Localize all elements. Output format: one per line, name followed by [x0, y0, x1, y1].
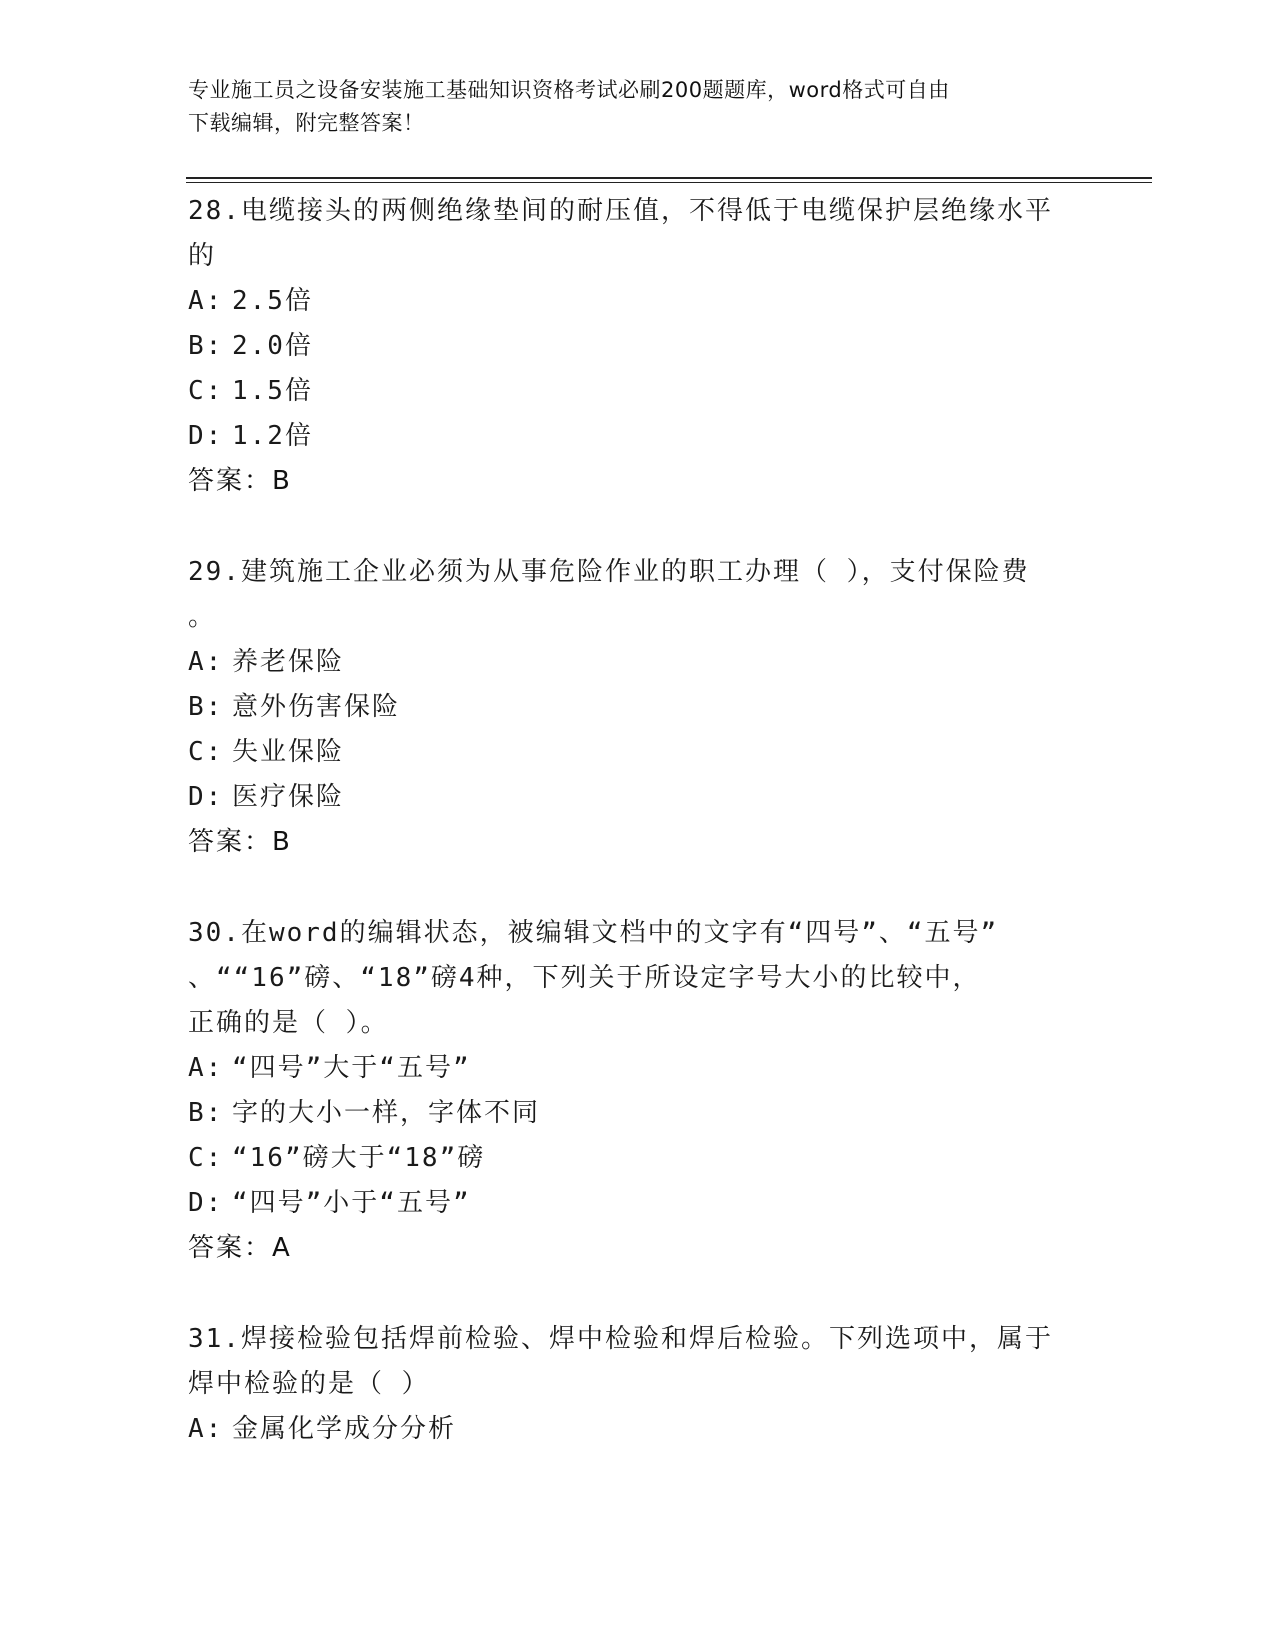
- option-c: [188, 1136, 1088, 1181]
- option-text: 失业保险: [232, 737, 345, 767]
- option-text: 意外伤害保险: [232, 692, 401, 722]
- question-30: [188, 911, 1088, 1271]
- question-text-line: 焊中检验的是（ ）: [188, 1369, 430, 1399]
- option-text: 金属化学成分分析: [232, 1414, 457, 1444]
- question-text-line: 、““16”磅、“18”磅4种，下列关于所设定字号大小的比较中，: [188, 963, 981, 993]
- option-text: 医疗保险: [232, 782, 345, 812]
- option-text: 2.5倍: [232, 286, 313, 316]
- option-text: 字的大小一样，字体不同: [232, 1098, 541, 1128]
- header-divider-thick: [186, 177, 1152, 179]
- question-text-line: 29.建筑施工企业必须为从事危险作业的职工办理（ ），支付保险费: [188, 557, 1030, 587]
- option-key: D:: [188, 1188, 224, 1218]
- question-text-line: 的: [188, 241, 217, 271]
- header-line-1: 专业施工员之设备安装施工基础知识资格考试必刷200题题库，word格式可自由: [188, 78, 950, 102]
- option-key: A:: [188, 1414, 224, 1444]
- question-text-line: 31.焊接检验包括焊前检验、焊中检验和焊后检验。下列选项中，属于: [188, 1324, 1053, 1354]
- option-a: [188, 1046, 1088, 1091]
- option-key: C:: [188, 737, 224, 767]
- option-text: “四号”小于“五号”: [232, 1188, 471, 1218]
- question-list: [188, 189, 1088, 1498]
- option-b: [188, 685, 1088, 730]
- option-a: [188, 1407, 1088, 1452]
- option-text: “四号”大于“五号”: [232, 1053, 471, 1083]
- answer-line: 答案：B: [188, 827, 292, 857]
- option-b: [188, 324, 1088, 369]
- option-key: B:: [188, 1098, 224, 1128]
- question-text-line: 28.电缆接头的两侧绝缘垫间的耐压值，不得低于电缆保护层绝缘水平: [188, 196, 1053, 226]
- option-d: [188, 775, 1088, 820]
- option-key: A:: [188, 286, 224, 316]
- option-key: B:: [188, 692, 224, 722]
- option-key: C:: [188, 376, 224, 406]
- option-text: 养老保险: [232, 647, 345, 677]
- option-text: 1.2倍: [232, 421, 313, 451]
- question-text-line: 30.在word的编辑状态，被编辑文档中的文字有“四号”、“五号”: [188, 918, 999, 948]
- option-a: [188, 640, 1088, 685]
- option-key: D:: [188, 782, 224, 812]
- option-key: A:: [188, 647, 224, 677]
- option-d: [188, 414, 1088, 459]
- option-key: B:: [188, 331, 224, 361]
- option-b: [188, 1091, 1088, 1136]
- option-key: A:: [188, 1053, 224, 1083]
- option-c: [188, 369, 1088, 414]
- option-text: 1.5倍: [232, 376, 313, 406]
- question-29: [188, 550, 1088, 865]
- option-a: [188, 279, 1088, 324]
- header-divider-thin: [186, 182, 1152, 183]
- option-text: “16”磅大于“18”磅: [232, 1143, 486, 1173]
- question-text-line: 正确的是（ ）。: [188, 1008, 389, 1038]
- answer-line: 答案：B: [188, 466, 292, 496]
- question-28: [188, 189, 1088, 504]
- option-c: [188, 730, 1088, 775]
- question-31: [188, 1317, 1088, 1452]
- option-key: D:: [188, 421, 224, 451]
- option-text: 2.0倍: [232, 331, 313, 361]
- question-text-line: 。: [188, 602, 217, 632]
- answer-line: 答案：A: [188, 1233, 292, 1263]
- document-header: [188, 74, 1088, 140]
- header-line-2: 下载编辑，附完整答案！: [188, 111, 425, 135]
- option-d: [188, 1181, 1088, 1226]
- option-key: C:: [188, 1143, 224, 1173]
